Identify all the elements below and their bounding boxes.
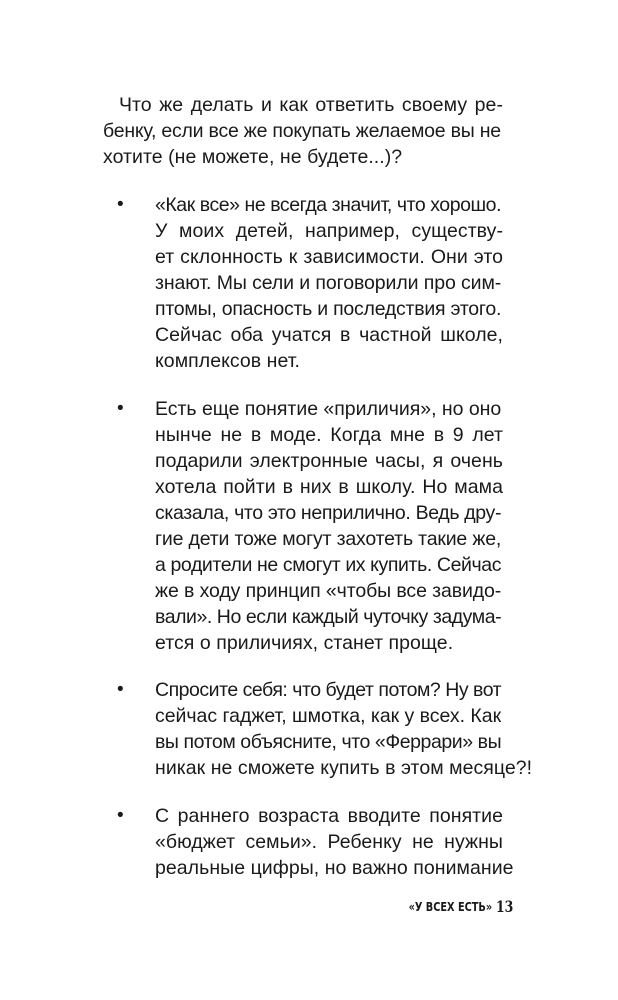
bullet-line: вы потом объясните, что «Феррари» вы <box>155 731 502 753</box>
bullet-line: Спросите себя: что будет потом? Ну вот <box>155 679 502 701</box>
bullet-line: «бюджет семьи». Ребенку не нужны <box>155 831 503 853</box>
bullet-line: реальные цифры, но важно понимание <box>155 857 514 879</box>
bullet-marker: • <box>117 398 124 419</box>
bullet-marker: • <box>117 194 124 215</box>
intro-line: Что же делать и как ответить своему ре- <box>119 94 503 116</box>
bullet-line: «Как все» не всегда значит, что хорошо. <box>155 194 502 216</box>
bullet-line: комплексов нет. <box>155 350 301 372</box>
bullet-line: сейчас гаджет, шмотка, как у всех. Как <box>155 705 502 727</box>
page-number: 13 <box>496 897 514 916</box>
page-footer <box>0 897 618 919</box>
bullet-line: У моих детей, например, существу- <box>155 220 503 242</box>
intro-line: бенку, если все же покупать желаемое вы не <box>103 120 501 142</box>
running-title: «У ВСЕХ ЕСТЬ» <box>408 899 492 914</box>
bullet-line: птомы, опасность и последствия этого. <box>155 298 502 320</box>
bullet-line: нынче не в моде. Когда мне в 9 лет <box>155 424 503 446</box>
intro-line: хотите (не можете, не будете...)? <box>103 146 403 168</box>
bullet-line: хотела пойти в них в школу. Но мама <box>155 476 503 498</box>
bullet-line: никак не сможете купить в этом месяце?! <box>155 757 533 779</box>
bullet-line: ется о приличиях, станет проще. <box>155 632 454 654</box>
bullet-line: Есть еще понятие «приличия», но оно <box>155 398 502 420</box>
bullet-line: же в ходу принцип «чтобы все завидо- <box>155 580 502 602</box>
bullet-line: С раннего возраста вводите понятие <box>155 805 503 827</box>
bullet-marker: • <box>117 805 124 826</box>
bullet-line: сказала, что это неприлично. Ведь дру- <box>155 502 502 524</box>
bullet-line: подарили электронные часы, я очень <box>155 450 503 472</box>
bullet-line: ет склонность к зависимости. Они это <box>155 246 503 268</box>
bullet-line: гие дети тоже могут захотеть такие же, <box>155 528 502 550</box>
bullet-line: а родители не смогут их купить. Сейчас <box>155 554 502 576</box>
bullet-line: знают. Мы сели и поговорили про сим- <box>155 272 502 294</box>
bullet-line: Сейчас оба учатся в частной школе, <box>155 324 503 346</box>
bullet-line: вали». Но если каждый чуточку задума- <box>155 606 502 628</box>
bullet-marker: • <box>117 679 124 700</box>
